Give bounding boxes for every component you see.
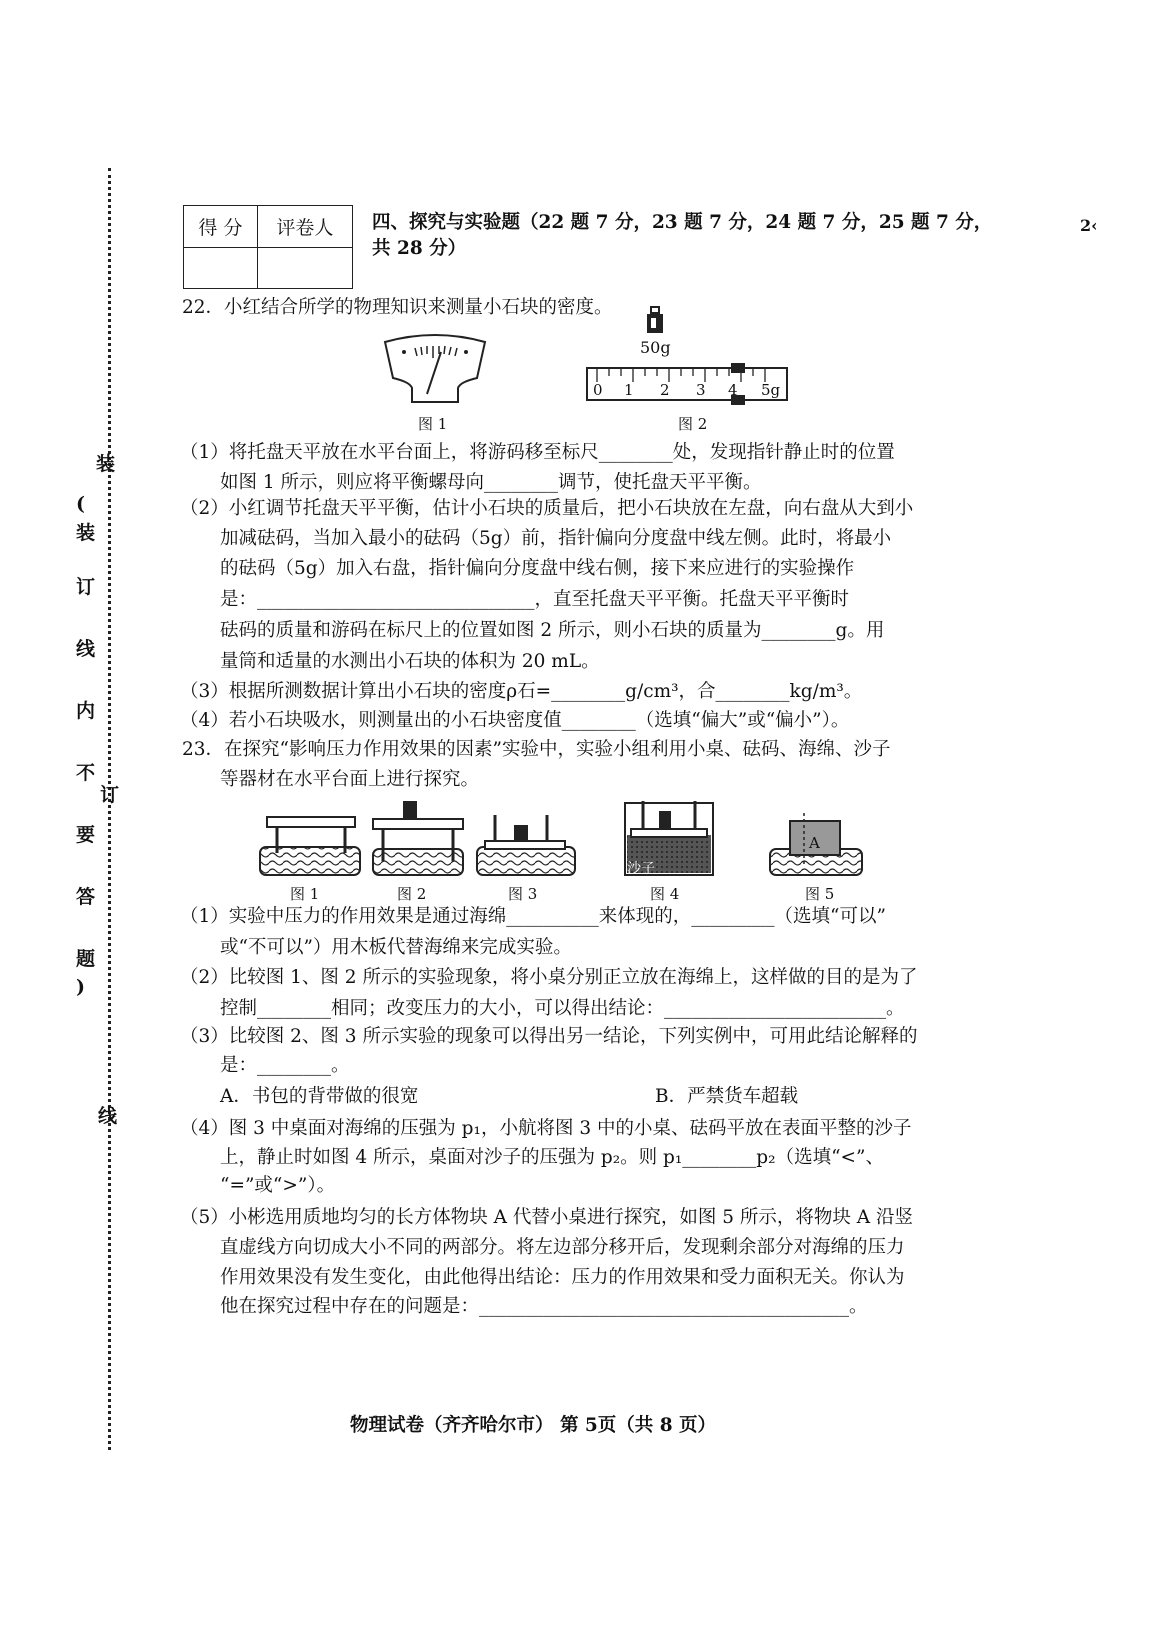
q23-part5-line1: （5）小彬选用质地均匀的长方体物块 A 代替小桌进行探究，如图 5 所示，将物块 A 沿竖 <box>180 1207 914 1228</box>
q23-intro-line2: 等器材在水平台面上进行探究。 <box>220 769 480 790</box>
side-char: ) <box>76 976 85 998</box>
q23-fig-label: 图 3 <box>508 885 538 903</box>
weight-icon <box>643 305 667 335</box>
side-char: 要 <box>76 824 96 846</box>
q22-part2-line6: 量筒和适量的水测出小石块的体积为 20 mL。 <box>220 651 600 672</box>
q23-part1-line2: 或“不可以”）用木板代替海绵来完成实验。 <box>220 937 572 958</box>
score-cell[interactable] <box>184 247 258 289</box>
q23-part3-line1: （3）比较图 2、图 3 所示实验的现象可以得出另一结论，下列实例中，可用此结论解释的 <box>180 1026 918 1047</box>
side-char: 不 <box>76 762 96 784</box>
scale-mark: 5g <box>761 381 781 399</box>
section-title <box>372 210 1002 262</box>
q23-part4-line2: 上，静止时如图 4 所示，桌面对沙子的压强为 p₂。则 p₁________p₂（选填“<”、 <box>220 1147 884 1168</box>
side-char: 答 <box>76 886 96 908</box>
q23-intro-line1: 23．在探究“影响压力作用效果的因素”实验中，实验小组利用小桌、砝码、海绵、沙子 <box>182 739 891 760</box>
grader-cell[interactable] <box>257 247 352 289</box>
q23-part5-line4: 他在探究过程中存在的问题是：________________________________________。 <box>220 1296 868 1317</box>
q23-part2-line1: （2）比较图 1、图 2 所示的实验现象，将小桌分别正立放在海绵上，这样做的目的是为了 <box>180 967 918 988</box>
side-char: 装 <box>76 522 96 544</box>
block-a-label: A <box>809 834 820 852</box>
pressure-experiment-figures <box>255 795 875 880</box>
q23-fig-label: 图 1 <box>290 885 320 903</box>
q22-fig2-label: 图 2 <box>678 415 708 433</box>
q23-fig-label: 图 4 <box>650 885 680 903</box>
side-char: ( <box>76 493 85 515</box>
grader-header: 评卷人 <box>257 206 352 248</box>
side-char: 内 <box>76 700 96 722</box>
side-char: 线 <box>98 1105 118 1127</box>
q22-fig1-label: 图 1 <box>418 415 448 433</box>
scale-mark: 1 <box>624 381 634 399</box>
side-char: 装 <box>96 453 116 475</box>
q23-part2-line2: 控制________相同；改变压力的大小，可以得出结论：________________________。 <box>220 998 905 1019</box>
scale-mark: 3 <box>696 381 706 399</box>
scale-mark: 2 <box>660 381 670 399</box>
score-header: 得 分 <box>184 206 258 248</box>
q22-part3: （3）根据所测数据计算出小石块的密度ρ石=________g/cm³，合________kg/m³。 <box>180 681 863 702</box>
q22-part4: （4）若小石块吸水，则测量出的小石块密度值________（选填“偏大”或“偏小”）。 <box>180 710 850 731</box>
side-char: 订 <box>76 576 96 598</box>
q22-part2-line2: 加减砝码，当加入最小的砝码（5g）前，指针偏向分度盘中线左侧。此时，将最小 <box>220 528 892 549</box>
q23-option-b: B．严禁货车超载 <box>655 1086 799 1107</box>
q23-part3-line2: 是：________。 <box>220 1055 350 1076</box>
score-table <box>183 205 353 289</box>
corner-mark: 2‹ <box>1080 216 1098 235</box>
q23-part5-line2: 直虚线方向切成大小不同的两部分。将左边部分移开后，发现剩余部分对海绵的压力 <box>220 1237 905 1258</box>
side-char: 线 <box>76 638 96 660</box>
side-char: 订 <box>100 784 120 806</box>
q23-part4-line3: “=”或“>”）。 <box>220 1175 336 1196</box>
q23-part5-line3: 作用效果没有发生变化，由此他得出结论：压力的作用效果和受力面积无关。你认为 <box>220 1267 905 1288</box>
q23-fig-label: 图 5 <box>805 885 835 903</box>
q23-part4-line1: （4）图 3 中桌面对海绵的压强为 p₁，小航将图 3 中的小桌、砝码平放在表面平整的沙子 <box>180 1118 912 1139</box>
section-title-line2: 共 28 分） <box>372 238 467 259</box>
q22-part2-line1: （2）小红调节托盘天平平衡，估计小石块的质量后，把小石块放在左盘，向右盘从大到小 <box>180 498 914 519</box>
scale-mark: 0 <box>593 381 603 399</box>
page-footer: 物理试卷（齐齐哈尔市） 第 5页（共 8 页） <box>350 1415 717 1436</box>
q22-part2-line4: 是：______________________________，直至托盘天平平衡。托盘天平平衡时 <box>220 589 850 610</box>
q22-part2-line5: 砝码的质量和游码在标尺上的位置如图 2 所示，则小石块的质量为________g。用 <box>220 620 885 641</box>
section-title-line1: 四、探究与实验题（22 题 7 分，23 题 7 分，24 题 7 分，25 题 7 分， <box>372 212 993 233</box>
q22-part1-line2: 如图 1 所示，则应将平衡螺母向________调节，使托盘天平平衡。 <box>220 472 762 493</box>
scale-mark: 4 <box>728 381 738 399</box>
q23-fig-label: 图 2 <box>397 885 427 903</box>
q23-option-a: A．书包的背带做的很宽 <box>220 1086 419 1107</box>
q23-part1-line1: （1）实验中压力的作用效果是通过海绵__________来体现的，_________（选填“可以” <box>180 906 886 927</box>
balance-dial-figure <box>380 330 490 410</box>
weight-label: 50g <box>640 338 671 357</box>
q22-part2-line3: 的砝码（5g）加入右盘，指针偏向分度盘中线右侧，接下来应进行的实验操作 <box>220 558 855 579</box>
side-char: 题 <box>76 948 96 970</box>
q22-intro: 22．小红结合所学的物理知识来测量小石块的密度。 <box>182 297 613 318</box>
q22-part1-line1: （1）将托盘天平放在水平台面上，将游码移至标尺________处，发现指针静止时的位置 <box>180 442 895 463</box>
binding-dotted-line <box>108 168 111 1450</box>
sand-label: 沙子 <box>627 861 655 877</box>
